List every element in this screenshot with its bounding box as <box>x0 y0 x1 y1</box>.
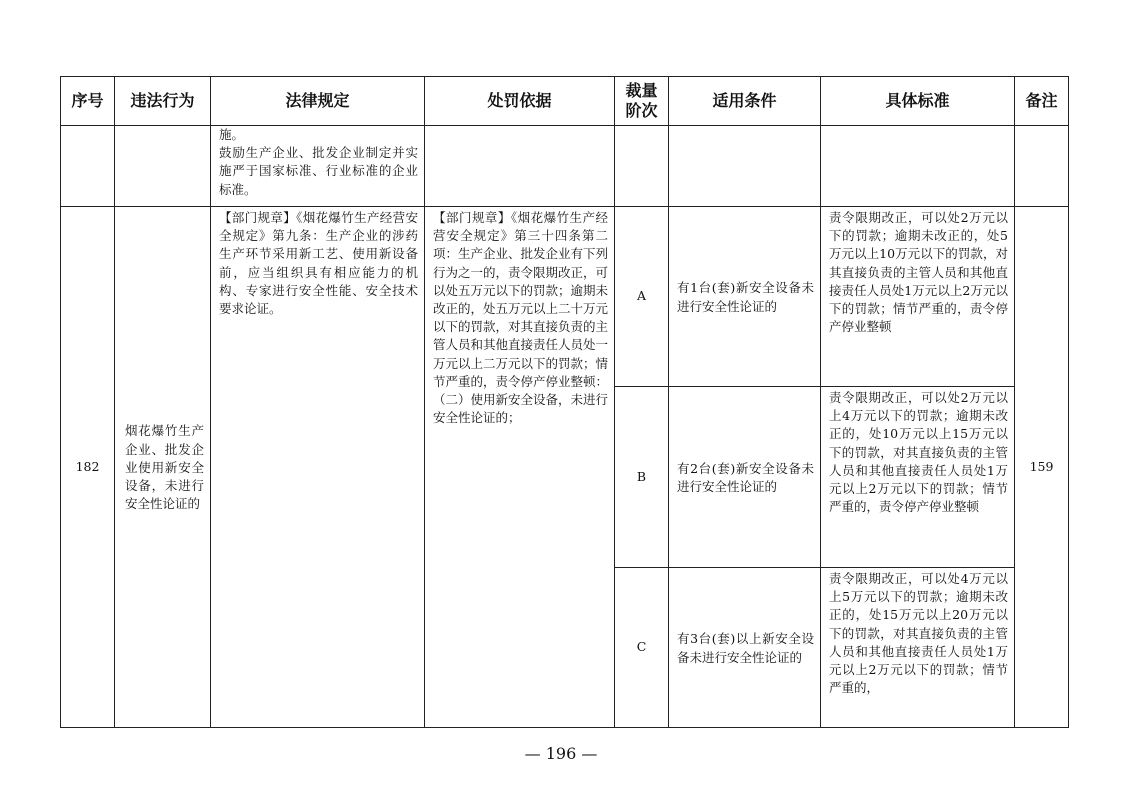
header-law: 法律规定 <box>211 77 425 126</box>
row-behavior-text: 烟花爆竹生产企业、批发企业使用新安全设备，未进行安全性论证的 <box>125 423 204 512</box>
standard-a-text: 责令限期改正，可以处2万元以下的罚款；逾期未改正的，处5万元以上10万元以下的罚款，对其直接负责的主管人员和其他直接责任人员处1万元以上2万元以下的罚款；情节严重的，责令停产停业整顿 <box>829 210 1008 335</box>
row-law <box>211 207 425 728</box>
row-basis <box>425 207 615 728</box>
header-seq: 序号 <box>61 77 115 126</box>
row-basis-text: 【部门规章】《烟花爆竹生产经营安全规定》第三十四条第二项：生产企业、批发企业有下列行为之一的，责令限期改正，可以处五万元以下的罚款；逾期未改正的，处五万元以上二十万元以下的罚款，对其直接负责的主管人员和其他直接责任人员处一万元以上二万元以下的罚款；情节严重的，责令停产停业整顿：（二）使用新安全设备，未进行安全性论证的； <box>433 210 609 426</box>
row-seq: 182 <box>61 207 115 728</box>
continued-seq <box>61 126 115 207</box>
level-c: C <box>615 568 669 728</box>
header-level <box>615 77 669 126</box>
row-note: 159 <box>1015 207 1069 728</box>
continued-law <box>211 126 425 207</box>
condition-b-text: 有2台(套)新安全设备未进行安全性论证的 <box>677 460 814 494</box>
table-row <box>61 207 1069 387</box>
page-number: — 196 — <box>524 744 598 763</box>
continued-row <box>61 126 1069 207</box>
row-behavior <box>115 207 211 728</box>
continued-law-line: 鼓励生产企业、批发企业制定并实施严于国家标准、行业标准的企业标准。 <box>219 145 418 197</box>
continued-level <box>615 126 669 207</box>
standard-c-text: 责令限期改正，可以处4万元以上5万元以下的罚款；逾期未改正的，处15万元以上20万元以下的罚款，对其直接负责的主管人员和其他直接责任人员处1万元以上2万元以下的罚款；情节严重的， <box>829 571 1008 696</box>
condition-a <box>669 207 821 387</box>
continued-standard <box>821 126 1015 207</box>
level-a: A <box>615 207 669 387</box>
penalty-table <box>60 76 1069 728</box>
standard-c <box>821 568 1015 728</box>
standard-b-text: 责令限期改正，可以处2万元以上4万元以下的罚款；逾期未改正的，处10万元以上15万元以下的罚款，对其直接负责的主管人员和其他直接责任人员处1万元以上2万元以下的罚款；情节严重的，责令停产停业整顿 <box>829 390 1008 515</box>
level-b: B <box>615 387 669 568</box>
header-level-line2: 阶次 <box>625 101 658 120</box>
continued-behavior <box>115 126 211 207</box>
header-level-line1: 裁量 <box>625 81 658 100</box>
continued-note <box>1015 126 1069 207</box>
condition-b <box>669 387 821 568</box>
continued-basis <box>425 126 615 207</box>
header-standard: 具体标准 <box>821 77 1015 126</box>
standard-a <box>821 207 1015 387</box>
condition-c <box>669 568 821 728</box>
header-behavior: 违法行为 <box>115 77 211 126</box>
continued-condition <box>669 126 821 207</box>
header-note: 备注 <box>1015 77 1069 126</box>
header-row <box>61 77 1069 126</box>
standard-b <box>821 387 1015 568</box>
row-law-text: 【部门规章】《烟花爆竹生产经营安全规定》第九条：生产企业的涉药生产环节采用新工艺、使用新设备前，应当组织具有相应能力的机构、专家进行安全性能、安全技术要求论证。 <box>219 210 418 317</box>
condition-a-text: 有1台(套)新安全设备未进行安全性论证的 <box>677 280 814 314</box>
continued-law-line: 施。 <box>219 127 245 142</box>
header-basis: 处罚依据 <box>425 77 615 126</box>
condition-c-text: 有3台(套)以上新安全设备未进行安全性论证的 <box>677 631 814 665</box>
header-condition: 适用条件 <box>669 77 821 126</box>
